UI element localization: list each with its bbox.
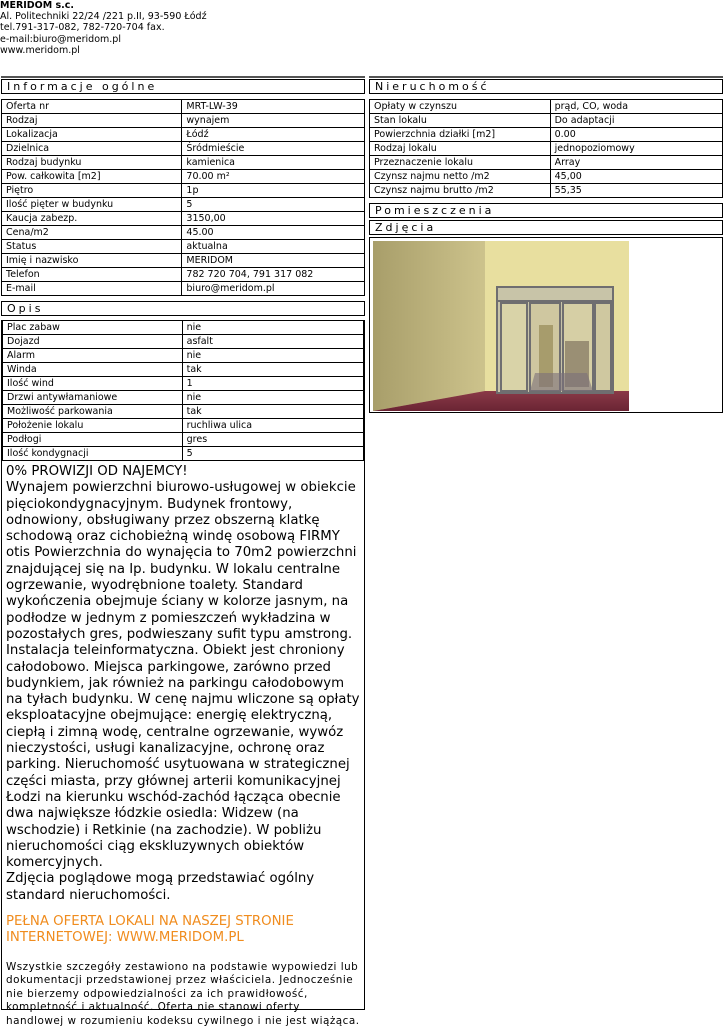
- property-photo[interactable]: [373, 241, 629, 411]
- divider: [369, 76, 723, 78]
- section-header-property: Nieruchomość: [369, 79, 723, 94]
- general-value: 1p: [182, 184, 365, 198]
- right-column: [369, 76, 723, 413]
- opis-label: Podłogi: [3, 433, 183, 447]
- property-row: [370, 100, 723, 114]
- general-label: E-mail: [2, 282, 182, 296]
- opis-label: Plac zabaw: [3, 321, 183, 335]
- general-label: Cena/m2: [2, 226, 182, 240]
- general-row: [2, 142, 365, 156]
- property-photo-image: [373, 241, 629, 411]
- general-row: [2, 114, 365, 128]
- opis-row: [3, 335, 364, 349]
- general-label: Dzielnica: [2, 142, 182, 156]
- opis-value: gres: [182, 433, 363, 447]
- opis-label: Dojazd: [3, 335, 183, 349]
- opis-label: Winda: [3, 363, 183, 377]
- opis-label: Alarm: [3, 349, 183, 363]
- general-label: Piętro: [2, 184, 182, 198]
- property-row: [370, 170, 723, 184]
- property-label: Rodzaj lokalu: [370, 142, 551, 156]
- general-value: 70.00 m²: [182, 170, 365, 184]
- property-value: Array: [550, 156, 722, 170]
- general-value: 782 720 704, 791 317 082: [182, 268, 365, 282]
- general-value: 45.00: [182, 226, 365, 240]
- property-value: Do adaptacji: [550, 114, 722, 128]
- property-row: [370, 142, 723, 156]
- property-value: 0.00: [550, 128, 722, 142]
- opis-label: Drzwi antywłamaniowe: [3, 391, 183, 405]
- photo-frame: [369, 237, 723, 413]
- company-address: Al. Politechniki 22/24 /221 p.II, 93-590 Łódź: [0, 11, 207, 23]
- general-row: [2, 198, 365, 212]
- general-row: [2, 226, 365, 240]
- general-row: [2, 240, 365, 254]
- opis-value: nie: [182, 321, 363, 335]
- general-value: Śródmieście: [182, 142, 365, 156]
- property-value: prąd, CO, woda: [550, 100, 722, 114]
- property-value: 55,35: [550, 184, 722, 198]
- property-label: Przeznaczenie lokalu: [370, 156, 551, 170]
- general-row: [2, 156, 365, 170]
- property-label: Stan lokalu: [370, 114, 551, 128]
- disclaimer-text: Wszystkie szczegóły zestawiono na podstawie wypowiedzi lub dokumentacji przedstawionej przez właściciela. Jednocześnie nie bierzemy odpowiedzialności za ich prawidłowość, kompletność i aktualność. Oferta nie stanowi oferty handlowej w rozumieniu kodeksu cywilnego i nie jest wiążąca.: [6, 960, 360, 1027]
- company-header: [0, 0, 207, 56]
- general-value: 3150,00: [182, 212, 365, 226]
- property-row: [370, 128, 723, 142]
- opis-row: [3, 377, 364, 391]
- general-row: [2, 128, 365, 142]
- opis-row: [3, 349, 364, 363]
- opis-value: tak: [182, 363, 363, 377]
- opis-row: [3, 391, 364, 405]
- general-label: Rodzaj budynku: [2, 156, 182, 170]
- general-value: 5: [182, 198, 365, 212]
- opis-value: ruchliwa ulica: [182, 419, 363, 433]
- property-row: [370, 156, 723, 170]
- opis-label: Położenie lokalu: [3, 419, 183, 433]
- general-value: kamienica: [182, 156, 365, 170]
- section-header-photos: Zdjęcia: [369, 220, 723, 235]
- property-row: [370, 114, 723, 128]
- opis-panel: [1, 320, 365, 1027]
- opis-row: [3, 363, 364, 377]
- company-email: e-mail:biuro@meridom.pl: [0, 33, 121, 45]
- opis-label: Ilość wind: [3, 377, 183, 391]
- company-phone: tel.791-317-082, 782-720-704 fax.: [0, 22, 165, 34]
- general-value: MERIDOM: [182, 254, 365, 268]
- opis-value: tak: [182, 405, 363, 419]
- opis-row: [3, 405, 364, 419]
- description-text: Wynajem powierzchni biurowo-usługowej w obiekcie pięciokondygnacyjnym. Budynek frontowy, odnowiony, obsługiwany przez obszerną klatkę schodową oraz cichobieżną windę osobową FIRMY otis Powierzchnia do wynajęcia to 70m2 powierzchni znajdującej się na Ip. budynku. W lokalu centralne ogrzewanie, wyodrębnione toalety. Standard wykończenia obejmuje ściany w kolorze jasnym, na podłodze w jednym z pomieszczeń wykładzina w pozostałych gres, podwieszany sufit typu amstrong. Instalacja teleinformatyczna. Obiekt jest chroniony całodobowo. Miejsca parkingowe, zarówno przed budynkiem, jak również na parkingu całodobowym na tyłach budynku. W cenę najmu wliczone są opłaty eksploatacyjne obejmujące: energię elektryczną, ciepłą i zimną wodę, centralne ogrzewanie, wywóz nieczystości, usługi kanalizacyjne, ochronę oraz parking. Nieruchomość usytuowana w strategicznej części miasta, przy głównej arterii komunikacyjnej Łodzi na kierunku wschód-zachód łącząca obecnie dwa największe łódzkie osiedla: Widzew (na wschodzie) i Retkinie (na zachodzie). W pobliżu nieruchomości ciąg ekskluzywnych obiektów komercyjnych.: [6, 480, 360, 871]
- property-value: 45,00: [550, 170, 722, 184]
- opis-value: asfalt: [182, 335, 363, 349]
- section-header-rooms: Pomieszczenia: [369, 203, 723, 218]
- general-info-table: [1, 99, 365, 296]
- opis-row: [3, 321, 364, 335]
- general-value: Łódź: [182, 128, 365, 142]
- general-label: Pow. całkowita [m2]: [2, 170, 182, 184]
- opis-label: Możliwość parkowania: [3, 405, 183, 419]
- opis-row: [3, 433, 364, 447]
- general-value: MRT-LW-39: [182, 100, 365, 114]
- property-label: Czynsz najmu brutto /m2: [370, 184, 551, 198]
- headline: 0% PROWIZJI OD NAJEMCY!: [6, 464, 188, 479]
- general-row: [2, 282, 365, 296]
- general-row: [2, 212, 365, 226]
- general-row: [2, 254, 365, 268]
- general-row: [2, 268, 365, 282]
- opis-row: [3, 419, 364, 433]
- property-value: jednopoziomowy: [550, 142, 722, 156]
- divider: [1, 76, 365, 78]
- opis-value: 5: [182, 447, 363, 461]
- company-name: MERIDOM s.c.: [0, 0, 75, 11]
- general-label: Rodzaj: [2, 114, 182, 128]
- general-label: Status: [2, 240, 182, 254]
- opis-value: nie: [182, 349, 363, 363]
- general-label: Telefon: [2, 268, 182, 282]
- property-label: Czynsz najmu netto /m2: [370, 170, 551, 184]
- general-value: wynajem: [182, 114, 365, 128]
- general-row: [2, 100, 365, 114]
- photo-note: Zdjęcia poglądowe mogą przedstawiać ogólny standard nieruchomości.: [6, 871, 315, 903]
- opis-value: 1: [182, 377, 363, 391]
- general-value: aktualna: [182, 240, 365, 254]
- opis-table: [2, 320, 364, 461]
- promo-text: PEŁNA OFERTA LOKALI NA NASZEJ STRONIE INTERNETOWEJ: WWW.MERIDOM.PL: [6, 914, 294, 946]
- general-value: biuro@meridom.pl: [182, 282, 365, 296]
- general-row: [2, 184, 365, 198]
- property-table: [369, 99, 723, 198]
- general-label: Ilość pięter w budynku: [2, 198, 182, 212]
- opis-row: [3, 447, 364, 461]
- property-label: Opłaty w czynszu: [370, 100, 551, 114]
- general-label: Imię i nazwisko: [2, 254, 182, 268]
- section-header-opis: Opis: [1, 301, 365, 316]
- general-label: Oferta nr: [2, 100, 182, 114]
- section-header-general: Informacje ogólne: [1, 79, 365, 94]
- property-row: [370, 184, 723, 198]
- company-www: www.meridom.pl: [0, 44, 80, 56]
- general-row: [2, 170, 365, 184]
- left-column: [1, 76, 365, 1027]
- general-label: Lokalizacja: [2, 128, 182, 142]
- property-label: Powierzchnia działki [m2]: [370, 128, 551, 142]
- opis-label: Ilość kondygnacji: [3, 447, 183, 461]
- opis-value: nie: [182, 391, 363, 405]
- description-block: [2, 461, 364, 1028]
- general-label: Kaucja zabezp.: [2, 212, 182, 226]
